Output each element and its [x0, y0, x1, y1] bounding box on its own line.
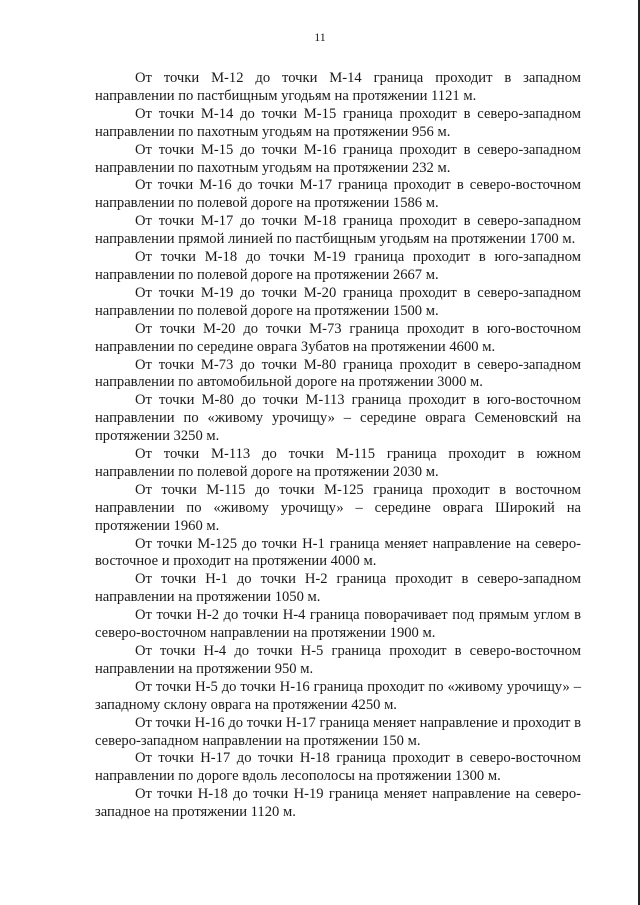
paragraph: От точки М-113 до точки М-115 граница проходит в южном направлении по полевой дороге на протяжении 2030 м.: [95, 446, 581, 480]
paragraph: От точки Н-1 до точки Н-2 граница проходит в северо-западном направлении на протяжении 1050 м.: [95, 571, 581, 606]
paragraph: От точки Н-17 до точки Н-18 граница проходит в северо-восточном направлении по дороге вдоль лесополосы на протяжении 1300 м.: [95, 750, 581, 785]
paragraph: От точки Н-4 до точки Н-5 граница проходит в северо-восточном направлении на протяжении 950 м.: [95, 643, 581, 677]
paragraph: От точки М-125 до точки Н-1 граница меняет направление на северо-восточное и проходит на протяжении 4000 м.: [95, 535, 581, 570]
paragraph: От точки М-20 до точки М-73 граница проходит в юго-восточном направлении по середине оврага Зубатов на протяжении 4600 м.: [95, 320, 581, 355]
paragraph: От точки М-18 до точки М-19 граница проходит в юго-западном направлении по полевой дороге на протяжении 2667 м.: [95, 249, 581, 283]
paragraph: От точки М-19 до точки М-20 граница проходит в северо-западном направлении по полевой дороге на протяжении 1500 м.: [95, 284, 581, 319]
paragraph: От точки М-15 до точки М-16 граница проходит в северо-западном направлении по пахотным угодьям на протяжении 232 м.: [95, 141, 581, 176]
paragraph: От точки М-73 до точки М-80 граница проходит в северо-западном направлении по автомобильной дороге на протяжении 3000 м.: [95, 356, 581, 391]
paragraph: От точки М-17 до точки М-18 граница проходит в северо-западном направлении прямой линией по пастбищным угодьям на протяжении 1700 м.: [95, 213, 581, 248]
paragraph: От точки М-14 до точки М-15 граница проходит в северо-западном направлении по пахотным угодьям на протяжении 956 м.: [95, 105, 581, 140]
paragraph: От точки Н-2 до точки Н-4 граница поворачивает под прямым углом в северо-восточном направлении на протяжении 1900 м.: [95, 607, 581, 642]
paragraph: От точки М-80 до точки М-113 граница проходит в юго-восточном направлении по «живому урочищу» – середине оврага Семеновский на протяжении 3250 м.: [95, 392, 581, 445]
paragraph: От точки Н-18 до точки Н-19 граница меняет направление на северо-западное на протяжении 1120 м.: [95, 786, 581, 821]
paragraph: От точки М-16 до точки М-17 граница проходит в северо-восточном направлении по полевой дороге на протяжении 1586 м.: [95, 177, 581, 212]
document-body: [95, 70, 581, 822]
paragraph: От точки М-12 до точки М-14 граница проходит в западном направлении по пастбищным угодьям на протяжении 1121 м.: [95, 70, 581, 104]
paragraph: От точки Н-5 до точки Н-16 граница проходит по «живому урочищу» – западному склону оврага на протяжении 4250 м.: [95, 678, 581, 713]
paragraph: От точки М-115 до точки М-125 граница проходит в восточном направлении по «живому урочищу» – середине оврага Широкий на протяжении 1960 м.: [95, 481, 581, 534]
paragraph: От точки Н-16 до точки Н-17 граница меняет направление и проходит в северо-западном направлении на протяжении 150 м.: [95, 714, 581, 749]
page-number: 11: [314, 30, 326, 44]
